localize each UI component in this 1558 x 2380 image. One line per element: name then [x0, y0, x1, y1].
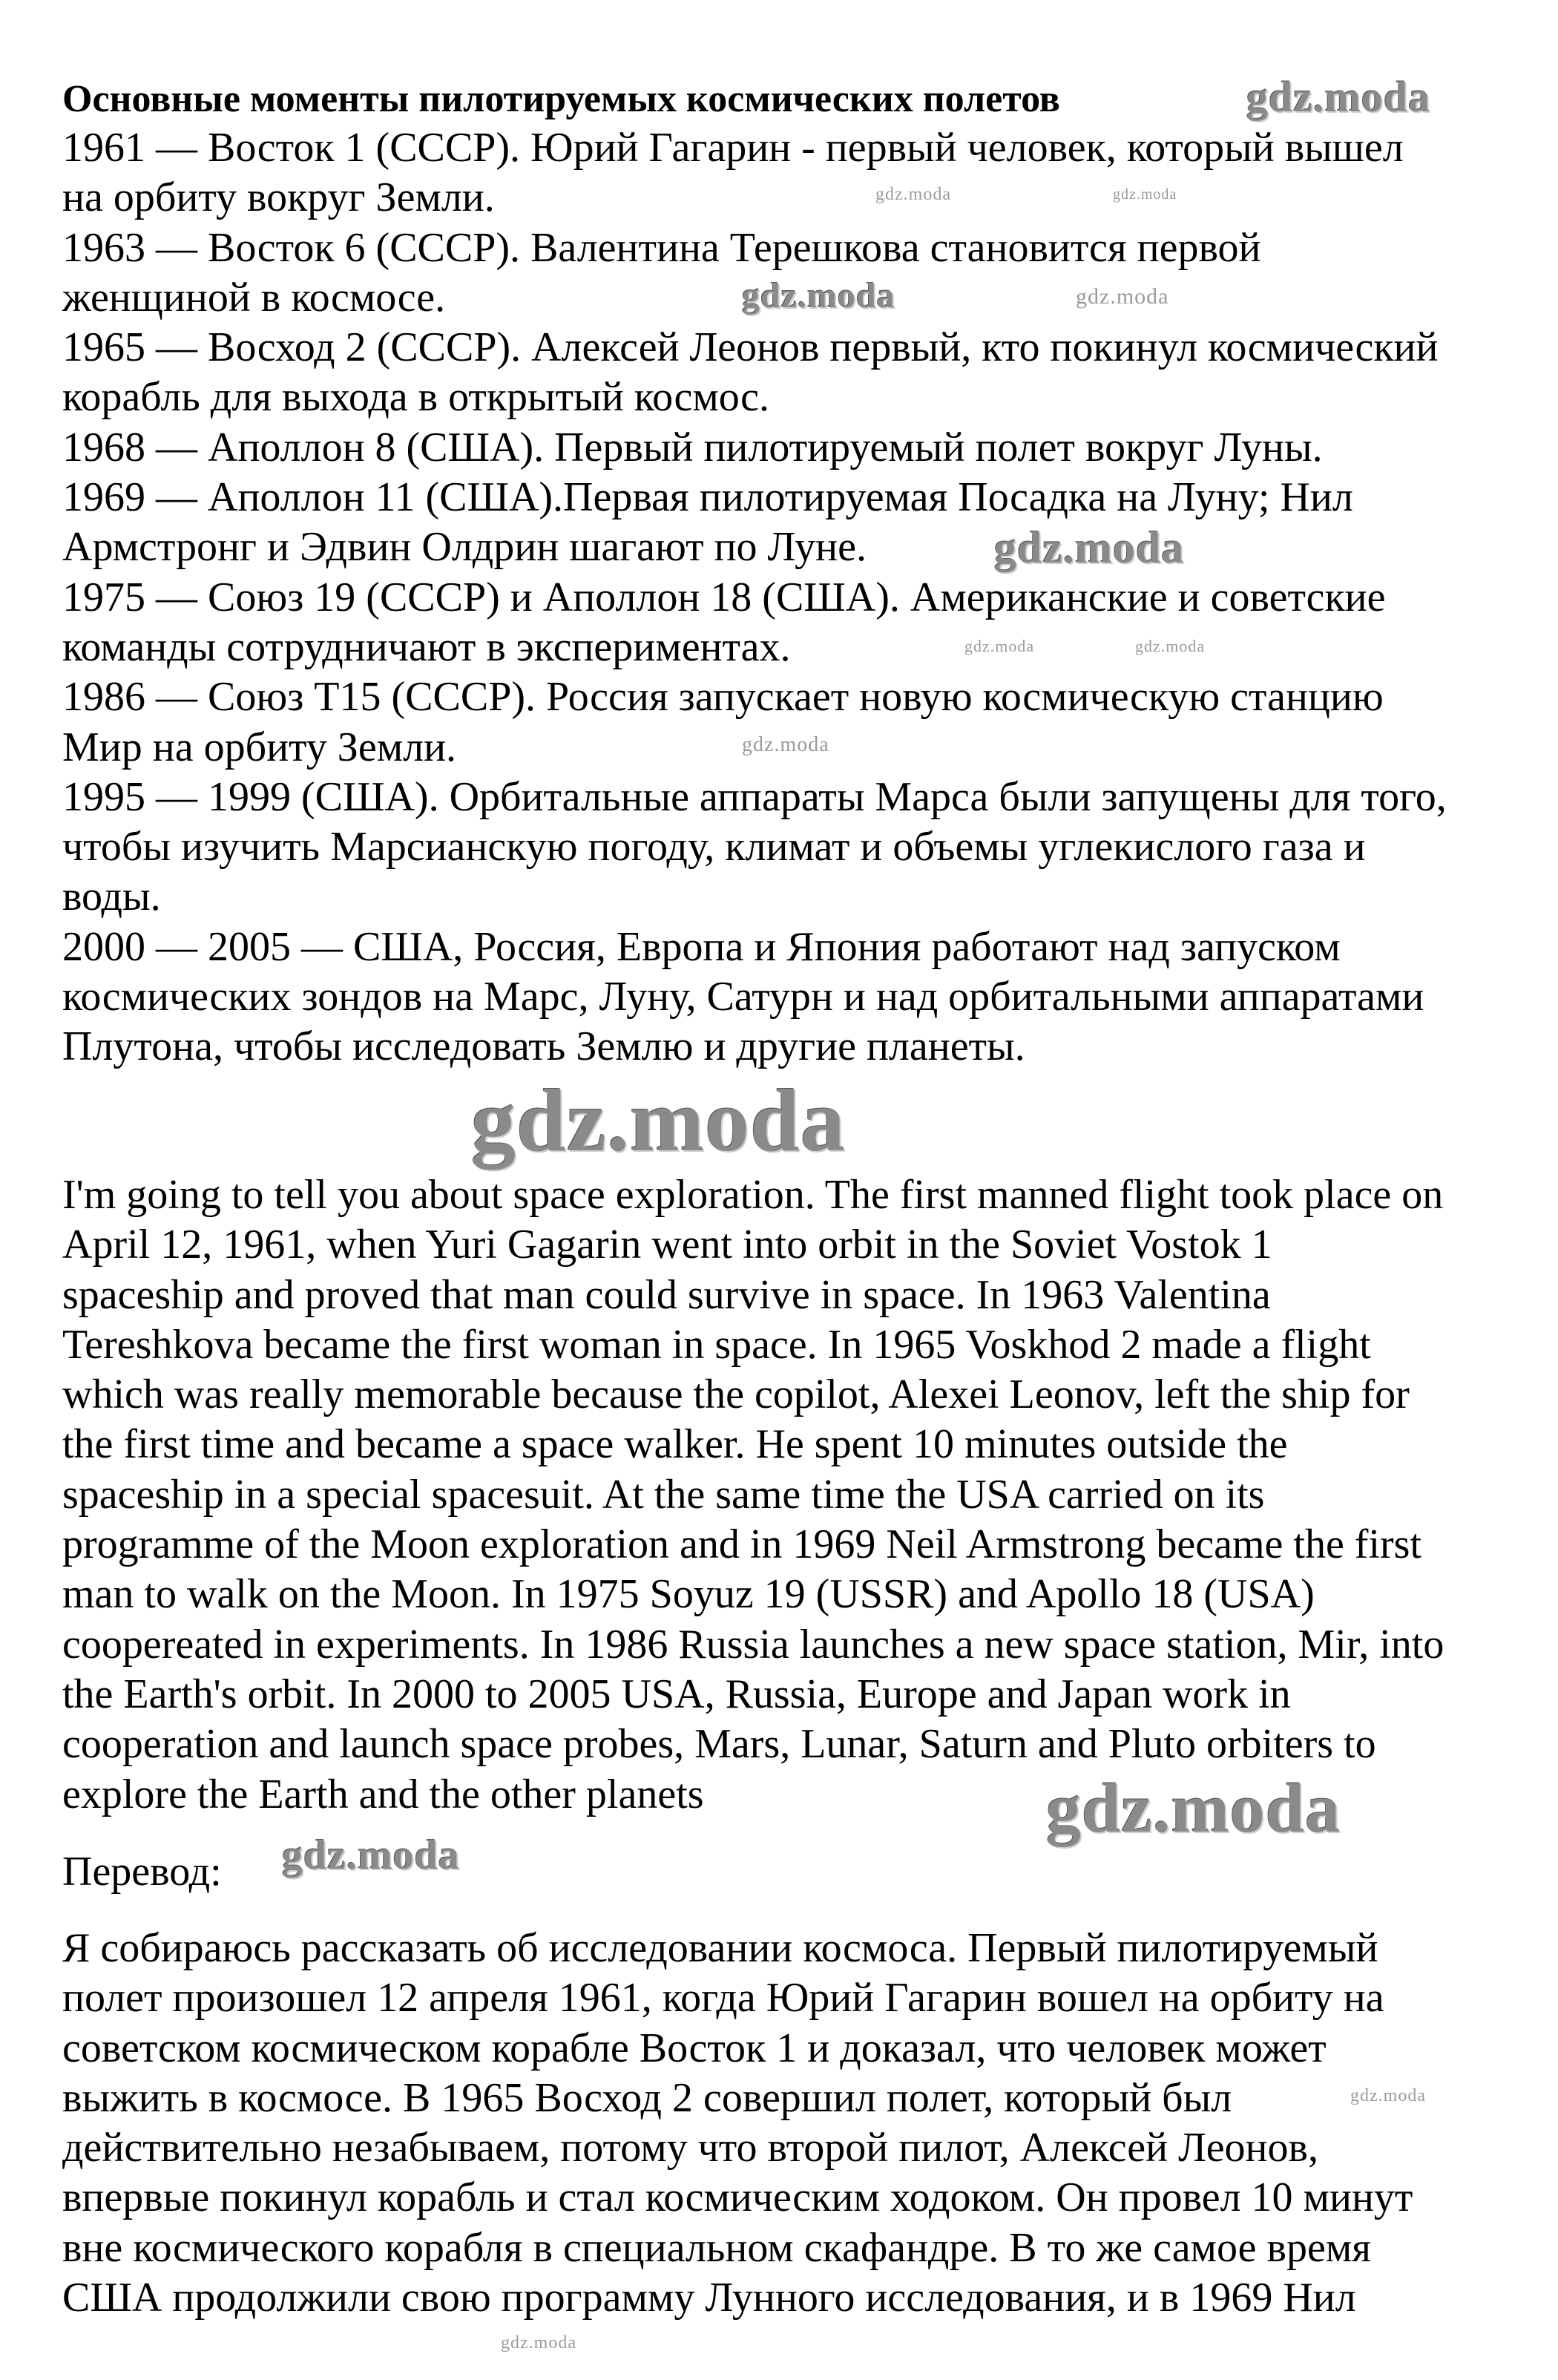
watermark-logo: gdz.moda: [282, 1832, 460, 1878]
timeline-line: Армстронг и Эдвин Олдрин шагают по Луне.: [62, 524, 867, 571]
page-title: Основные моменты пилотируемых космических полетов: [62, 78, 1060, 120]
translation-label: Перевод:: [62, 1849, 222, 1895]
timeline-line: космических зондов на Марс, Луну, Сатурн и над орбитальными аппаратами: [62, 974, 1424, 1020]
watermark-logo: gdz.moda: [742, 276, 895, 315]
russian-text-line: выжить в космосе. В 1965 Восход 2 совершил полет, который был: [62, 2074, 1232, 2121]
english-text-line: coopereated in experiments. In 1986 Russia launches a new space station, Mir, into: [62, 1621, 1444, 1668]
watermark-logo: gdz.moda: [875, 185, 951, 204]
english-text-line: cooperation and launch space probes, Mars, Lunar, Saturn and Pluto orbiters to: [62, 1721, 1376, 1768]
watermark-logo: gdz.moda: [1135, 637, 1206, 655]
english-text-line: spaceship and proved that man could survive in space. In 1963 Valentina: [62, 1271, 1271, 1318]
timeline-line: 1975 — Союз 19 (СССР) и Аполлон 18 (США). Американские и советские: [62, 574, 1386, 620]
timeline-line: Мир на орбиту Земли.: [62, 724, 457, 770]
timeline-line: Плутона, чтобы исследовать Землю и другие планеты.: [62, 1023, 1025, 1070]
timeline-line: 1986 — Союз Т15 (СССР). Россия запускает новую космическую станцию: [62, 674, 1384, 721]
timeline-line: 1969 — Аполлон 11 (США).Первая пилотируемая Посадка на Луну; Нил: [62, 474, 1353, 521]
timeline-line: на орбиту вокруг Земли.: [62, 174, 495, 221]
watermark-logo: gdz.moda: [1350, 2086, 1426, 2105]
english-text-line: I'm going to tell you about space exploration. The first manned flight took place on: [62, 1172, 1444, 1218]
watermark-logo: gdz.moda: [742, 733, 829, 756]
english-text-section: [62, 1170, 1539, 1820]
timeline-line: воды.: [62, 873, 161, 920]
watermark-logo: gdz.moda: [1246, 73, 1431, 121]
timeline-line: чтобы изучить Марсианскую погоду, климат и объемы углекислого газа и: [62, 824, 1366, 871]
russian-text-line: США продолжили свою программу Лунного исследования, и в 1969 Нил: [62, 2275, 1356, 2321]
english-text-line: April 12, 1961, when Yuri Gagarin went into orbit in the Soviet Vostok 1: [62, 1222, 1272, 1268]
timeline-line: 1963 — Восток 6 (СССР). Валентина Терешкова становится первой: [62, 224, 1261, 271]
watermark-logo: gdz.moda: [1076, 284, 1169, 309]
watermark-logo: gdz.moda: [501, 2333, 576, 2353]
english-text-line: the Earth's orbit. In 2000 to 2005 USA, Russia, Europe and Japan work in: [62, 1671, 1291, 1717]
watermark-logo: gdz.moda: [964, 637, 1035, 655]
russian-text-line: советском космическом корабле Восток 1 и доказал, что человек может: [62, 2025, 1327, 2071]
english-text-line: the first time and became a space walker. He spent 10 minutes outside the: [62, 1421, 1288, 1468]
timeline-line: 2000 — 2005 — США, Россия, Европа и Япония работают над запуском: [62, 923, 1341, 970]
timeline-line: 1961 — Восток 1 (СССР). Юрий Гагарин - первый человек, который вышел: [62, 125, 1404, 171]
russian-translation-section: [62, 1924, 1539, 2323]
timeline-line: 1965 — Восход 2 (СССР). Алексей Леонов первый, кто покинул космический: [62, 324, 1439, 371]
english-text-line: spaceship in a special spacesuit. At the same time the USA carried on its: [62, 1471, 1265, 1518]
russian-text-line: вне космического корабля в специальном скафандре. В то же самое время: [62, 2224, 1372, 2271]
timeline-section: [62, 123, 1539, 1072]
russian-text-line: действительно незабываем, потому что второй пилот, Алексей Леонов,: [62, 2125, 1318, 2171]
english-text-line: programme of the Moon exploration and in 1969 Neil Armstrong became the first: [62, 1521, 1422, 1568]
timeline-line: корабль для выхода в открытый космос.: [62, 374, 770, 421]
timeline-line: 1968 — Аполлон 8 (США). Первый пилотируемый полет вокруг Луны.: [62, 424, 1323, 471]
watermark-logo: gdz.moda: [1046, 1770, 1341, 1847]
timeline-line: команды сотрудничают в экспериментах.: [62, 623, 791, 670]
watermark-logo: gdz.moda: [994, 523, 1185, 572]
watermark-logo: gdz.moda: [1113, 186, 1177, 203]
watermark-logo: gdz.moda: [471, 1071, 846, 1170]
russian-text-line: полет произошел 12 апреля 1961, когда Юрий Гагарин вошел на орбиту на: [62, 1975, 1384, 2022]
timeline-line: женщиной в космосе.: [62, 274, 446, 321]
timeline-line: 1995 — 1999 (США). Орбитальные аппараты Марса были запущены для того,: [62, 773, 1447, 820]
english-text-line: Tereshkova became the first woman in space. In 1965 Voskhod 2 made a flight: [62, 1321, 1371, 1368]
english-text-line: man to walk on the Moon. In 1975 Soyuz 19 (USSR) and Apollo 18 (USA): [62, 1571, 1315, 1618]
english-text-line: explore the Earth and the other planets: [62, 1771, 704, 1817]
english-text-line: which was really memorable because the copilot, Alexei Leonov, left the ship for: [62, 1371, 1410, 1418]
russian-text-line: Я собираюсь рассказать об исследовании космоса. Первый пилотируемый: [62, 1925, 1378, 1971]
russian-text-line: впервые покинул корабль и стал космическим ходоком. Он провел 10 минут: [62, 2174, 1413, 2221]
